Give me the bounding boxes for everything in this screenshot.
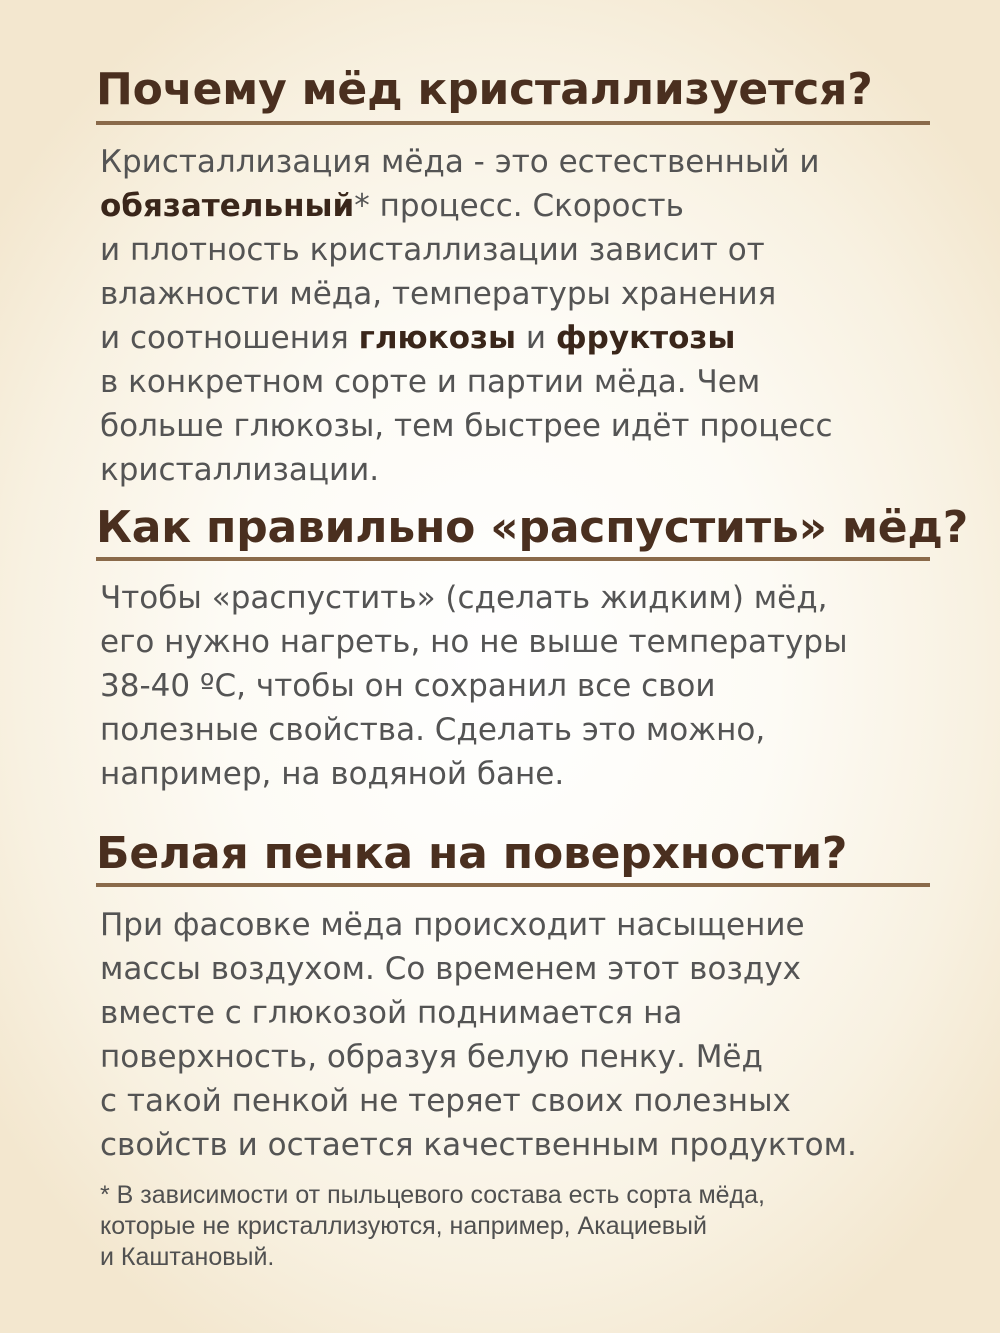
text-run: например, на водяной бане. [100, 756, 565, 792]
text-run: свойств и остается качественным продуктом. [100, 1127, 857, 1163]
paragraph-line [100, 1123, 940, 1167]
section-1-heading: Почему мёд кристаллизуется? [96, 64, 873, 115]
text-run: * процесс. Скорость [354, 188, 684, 224]
paragraph-line [100, 448, 940, 492]
paragraph-line [100, 752, 940, 796]
bold-term: глюкозы [358, 320, 517, 356]
paragraph-line [100, 360, 940, 404]
paragraph-line [100, 228, 940, 272]
paragraph-line [100, 1035, 940, 1079]
footnote-line: и Каштановый. [100, 1243, 275, 1271]
text-run: в конкретном сорте и партии мёда. Чем [100, 364, 761, 400]
text-run: влажности мёда, температуры хранения [100, 276, 777, 312]
footnote-line: которые не кристаллизуются, например, Акациевый [100, 1212, 707, 1240]
section-3-heading: Белая пенка на поверхности? [96, 828, 848, 879]
text-run: больше глюкозы, тем быстрее идёт процесс [100, 408, 833, 444]
section-1-divider [96, 121, 930, 125]
footnote-line: * В зависимости от пыльцевого состава есть сорта мёда, [100, 1181, 765, 1209]
text-run: кристаллизации. [100, 452, 380, 488]
section-3-paragraph [100, 903, 940, 1167]
text-run: массы воздухом. Со временем этот воздух [100, 951, 802, 987]
bold-term: обязательный [100, 188, 355, 224]
paragraph-line [100, 1079, 940, 1123]
paragraph-line [100, 404, 940, 448]
text-run: его нужно нагреть, но не выше температуры [100, 624, 848, 660]
paragraph-line [100, 947, 940, 991]
text-run: и плотность кристаллизации зависит от [100, 232, 765, 268]
text-run: Кристаллизация мёда - это естественный и [100, 144, 820, 180]
text-run: При фасовке мёда происходит насыщение [100, 907, 805, 943]
section-2-paragraph [100, 576, 940, 796]
paragraph-line [100, 184, 940, 228]
text-run: и соотношения [100, 320, 359, 356]
footnote [100, 1180, 940, 1273]
text-run: полезные свойства. Сделать это можно, [100, 712, 766, 748]
paragraph-line [100, 708, 940, 752]
bold-term: фруктозы [555, 320, 736, 356]
text-run: Чтобы «распустить» (сделать жидким) мёд, [100, 580, 828, 616]
paragraph-line [100, 903, 940, 947]
paragraph-line [100, 576, 940, 620]
section-2-heading: Как правильно «распустить» мёд? [96, 502, 969, 553]
text-run: вместе с глюкозой поднимается на [100, 995, 683, 1031]
paragraph-line [100, 991, 940, 1035]
text-run: и [516, 320, 556, 356]
paragraph-line [100, 664, 940, 708]
section-2-divider [96, 557, 930, 561]
text-run: с такой пенкой не теряет своих полезных [100, 1083, 791, 1119]
section-1-paragraph [100, 140, 940, 492]
paragraph-line [100, 316, 940, 360]
text-run: поверхность, образуя белую пенку. Мёд [100, 1039, 763, 1075]
section-3-divider [96, 883, 930, 887]
text-run: 38-40 ºС, чтобы он сохранил все свои [100, 668, 716, 704]
paragraph-line [100, 140, 940, 184]
paragraph-line [100, 272, 940, 316]
paragraph-line [100, 620, 940, 664]
